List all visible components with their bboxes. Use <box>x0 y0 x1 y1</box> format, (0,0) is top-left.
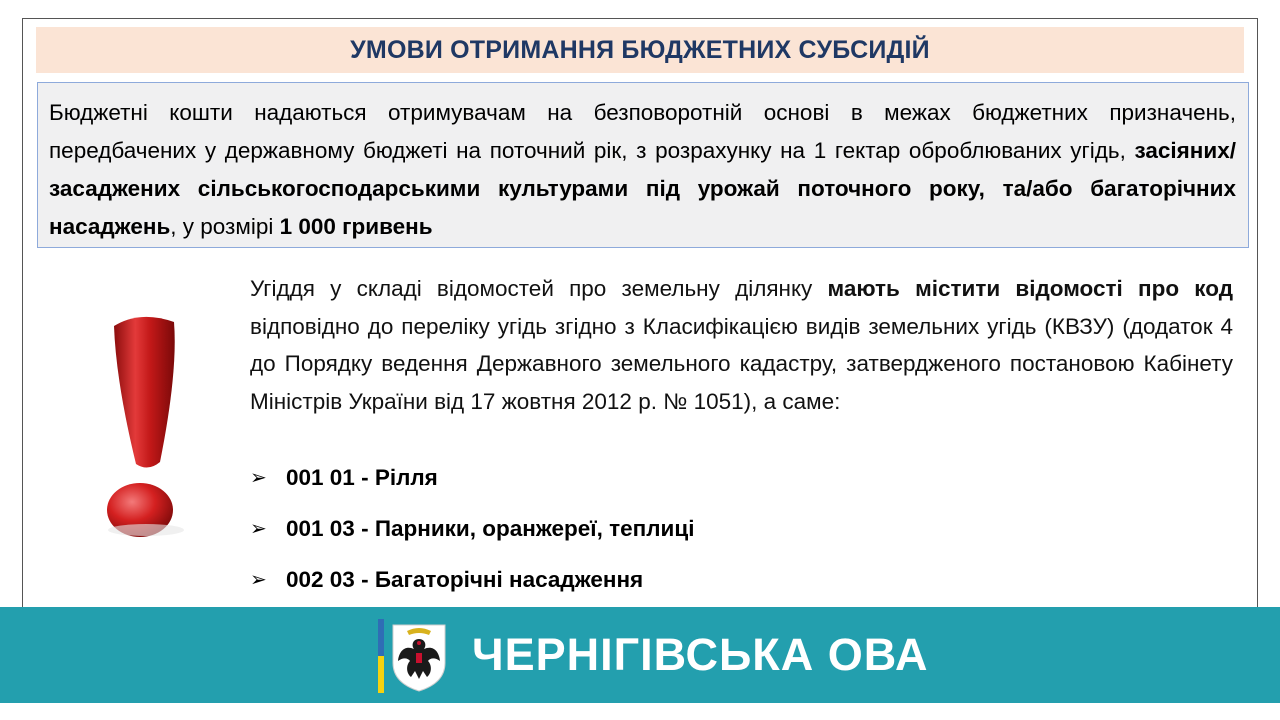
arrow-bullet-icon: ➢ <box>250 467 267 489</box>
land-requirements-text <box>250 270 1233 420</box>
code-label: 001 01 - Рілля <box>286 464 438 490</box>
arrow-bullet-icon: ➢ <box>250 518 267 540</box>
info-text-part-2: , у розмірі <box>170 214 280 239</box>
land-codes-list <box>250 452 1150 605</box>
title-banner <box>36 27 1244 73</box>
body-text-part-2: відповідно до переліку угідь згідно з Класифікацією видів земельних угідь (КВЗУ) (додаток 4 до Порядку ведення Державного земельного кадастру, затвердженого постановою Кабінету Міністрів України від 17 жовтня 2012 р. № 1051), а саме: <box>250 313 1233 414</box>
footer-banner <box>0 607 1280 703</box>
code-label: 002 03 - Багаторічні насадження <box>286 566 644 592</box>
subsidy-info-box <box>37 82 1249 248</box>
exclamation-icon <box>96 312 196 542</box>
ukraine-flag-stripe <box>378 619 384 693</box>
list-item <box>250 452 1150 503</box>
body-text-part-1: Угіддя у складі відомостей про земельну ділянку <box>250 276 828 301</box>
body-bold-code: мають містити відомості про код <box>827 276 1233 301</box>
list-item <box>250 554 1150 605</box>
arrow-bullet-icon: ➢ <box>250 569 267 591</box>
info-text-part-1: Бюджетні кошти надаються отримувачам на безповоротній основі в межах бюджетних призначень, передбачених у державному бюджеті на поточний рік, з розрахунку на 1 гектар оброблюваних угідь, <box>49 100 1236 163</box>
info-bold-crops: засіяних/засаджених сільськогосподарськими культурами під урожай поточного року, та/або багаторічних насаджень <box>49 138 1236 239</box>
list-item <box>250 503 1150 554</box>
info-bold-amount: 1 000 гривень <box>279 214 433 239</box>
page-title: УМОВИ ОТРИМАННЯ БЮДЖЕТНИХ СУБСИДІЙ <box>350 35 930 64</box>
coat-of-arms-icon <box>389 621 449 693</box>
code-label: 001 03 - Парники, оранжереї, теплиці <box>286 515 695 541</box>
organization-name: ЧЕРНІГІВСЬКА ОВА <box>472 629 929 680</box>
